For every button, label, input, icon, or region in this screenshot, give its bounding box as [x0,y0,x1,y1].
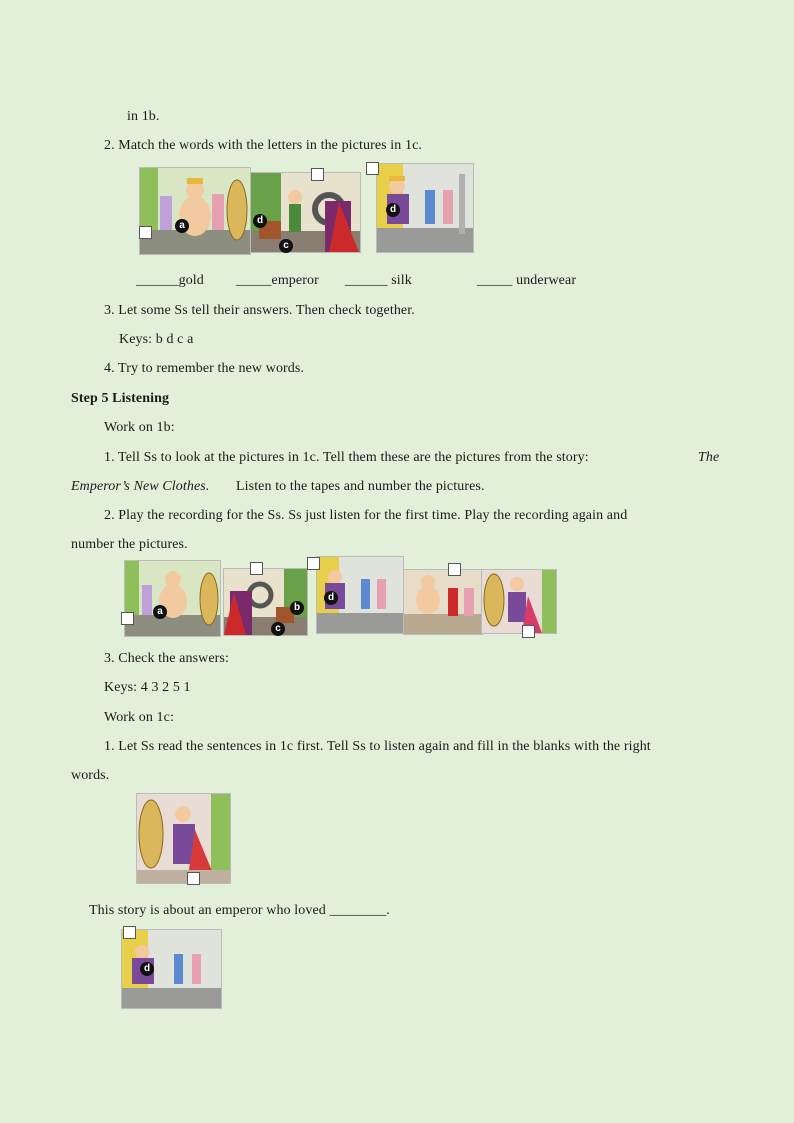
instruction-match-words: 2. Match the words with the letters in the pictures in 1c. [104,138,423,153]
blank-emperor[interactable]: _____emperor [236,273,319,288]
paragraph-2-line-2: number the pictures. [71,537,188,552]
label-d: d [386,203,400,217]
answer-keys-1: Keys: b d c a [119,332,194,347]
scene-1 [125,561,220,636]
answer-box[interactable] [121,612,134,625]
instruction-tell-answers: 3. Let some Ss tell their answers. Then check together. [104,303,415,318]
paragraph-3-line-1: 1. Let Ss read the sentences in 1c first. Tell Ss to listen again and fill in the blanks with the right [104,739,651,754]
blank-underwear[interactable]: _____ underwear [477,273,577,288]
answer-keys-2: Keys: 4 3 2 5 1 [104,680,191,695]
instruction-remember: 4. Try to remember the new words. [104,361,305,376]
label-c: c [279,239,293,253]
answer-box[interactable] [187,872,200,885]
picture-emperor-gold [250,172,361,253]
blank-gold[interactable]: ______gold [136,273,204,288]
label-d: d [253,214,267,228]
fill-in-sentence: This story is about an emperor who loved ________. [89,903,390,918]
text-in-1b: in 1b. [127,109,160,124]
subheading-work-1c: Work on 1c: [104,710,174,725]
label-a: a [175,219,189,233]
story-title-part-1: The [698,450,720,465]
label-c: c [271,622,285,636]
instruction-check-answers: 3. Check the answers: [104,651,229,666]
scene-4 [404,570,482,634]
answer-box[interactable] [366,162,379,175]
answer-box[interactable] [250,562,263,575]
story-title-part-2: Emperor’s New Clothes. [71,479,210,494]
label-d: d [324,591,338,605]
scene-emperor-gold [251,173,360,252]
picture-emperor-underwear [139,167,251,255]
scene-emperor-mirror [137,794,230,883]
paragraph-3-line-2: words. [71,768,110,783]
paragraph-1-line-2: Listen to the tapes and number the pictures. [236,479,485,494]
label-a: a [153,605,167,619]
label-d: d [140,962,154,976]
answer-box[interactable] [448,563,461,576]
label-b: b [290,601,304,615]
picture-emperor-mirror [136,793,231,884]
paragraph-2-line-1: 2. Play the recording for the Ss. Ss just listen for the first time. Play the recording again and [104,508,628,523]
subheading-work-1b: Work on 1b: [104,420,175,435]
picture-emperor-tailors [121,929,222,1009]
answer-box[interactable] [311,168,324,181]
picture-4 [403,569,483,635]
picture-1 [124,560,221,637]
answer-box[interactable] [307,557,320,570]
paragraph-1-line-1: 1. Tell Ss to look at the pictures in 1c. Tell them these are the pictures from the story: [104,450,589,465]
answer-box[interactable] [139,226,152,239]
answer-box[interactable] [522,625,535,638]
picture-5 [481,569,557,634]
scene-emperor-tailors [122,930,221,1008]
scene-5 [482,570,556,633]
step-heading: Step 5 Listening [71,391,170,406]
blank-silk[interactable]: ______ silk [345,273,412,288]
scene-emperor-underwear [140,168,250,254]
answer-box[interactable] [123,926,136,939]
